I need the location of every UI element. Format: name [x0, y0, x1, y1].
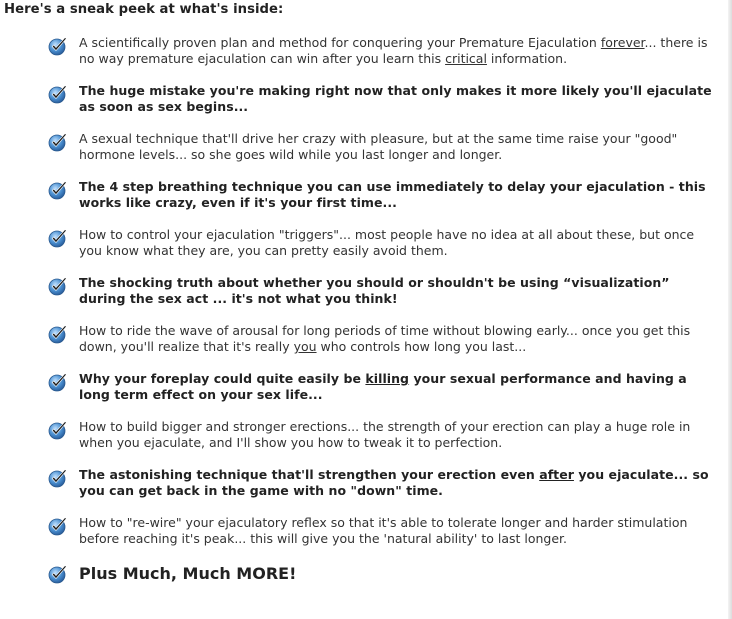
list-item-text: [79, 179, 716, 211]
list-item-text: [79, 371, 716, 403]
text-segment: How to build bigger and stronger erections... the strength of your erection can play a huge role in when you ejaculate, and I'll show you how to tweak it to perfection.: [79, 419, 691, 450]
checkmark-icon: [48, 420, 68, 440]
text-segment: How to ride the wave of arousal for long periods of time without blowing early... once you get this down, you'll realize that it's really: [79, 323, 691, 354]
text-segment: How to "re-wire" your ejaculatory reflex so that it's able to tolerate longer and harder stimulation before reaching it's peak... this will give you the 'natural ability' to last longer.: [79, 515, 688, 546]
list-item-text: [79, 419, 716, 451]
checkmark-icon: [48, 132, 68, 152]
list-item: [48, 419, 716, 451]
list-item-text: [79, 323, 716, 355]
checkmark-icon: [48, 84, 68, 104]
text-segment: How to control your ejaculation "triggers"... most people have no idea at all about these, but once you know what they are, you can pretty easily avoid them.: [79, 227, 695, 258]
list-item: [48, 467, 716, 499]
list-item-text: [79, 467, 716, 499]
list-item: [48, 563, 716, 585]
text-segment: ... there is no way premature ejaculation can win after you learn this: [79, 35, 708, 66]
checkmark-icon: [48, 180, 68, 200]
list-item: [48, 179, 716, 211]
emphasized-word: killing: [365, 371, 410, 386]
text-segment: The huge mistake you're making right now that only makes it more likely you'll ejaculate as soon as sex begins...: [79, 83, 712, 114]
text-segment: who controls how long you last...: [316, 339, 527, 354]
emphasized-word: forever: [600, 35, 645, 50]
checkmark-icon: [48, 516, 68, 536]
checkmark-icon: [48, 276, 68, 296]
text-segment: The astonishing technique that'll strengthen your erection even: [79, 467, 540, 482]
list-item-text: [79, 275, 716, 307]
list-item-text: [79, 83, 716, 115]
page-edge: [728, 0, 732, 619]
emphasized-word: after: [539, 467, 574, 482]
list-item-text: [79, 515, 716, 547]
list-item: [48, 323, 716, 355]
text-segment: The 4 step breathing technique you can use immediately to delay your ejaculation - this works like crazy, even if it's your first time...: [79, 179, 706, 210]
list-item: [48, 35, 716, 67]
list-item-text: [79, 35, 716, 67]
text-segment: Why your foreplay could quite easily be: [79, 371, 366, 386]
checkmark-icon: [48, 372, 68, 392]
checkmark-icon: [48, 36, 68, 56]
list-item: [48, 515, 716, 547]
list-item-text: [79, 227, 716, 259]
text-segment: your sexual performance and having a long term effect on your sex life...: [79, 371, 687, 402]
text-segment: A scientifically proven plan and method for conquering your Premature Ejaculation: [79, 35, 601, 50]
checkmark-icon: [48, 564, 68, 584]
list-item: [48, 131, 716, 163]
checkmark-icon: [48, 468, 68, 488]
list-item-text: [79, 131, 716, 163]
list-item: [48, 275, 716, 307]
checkmark-icon: [48, 324, 68, 344]
list-item-text: [79, 563, 296, 585]
text-segment: A sexual technique that'll drive her crazy with pleasure, but at the same time raise your "good" hormone levels... so she goes wild while you last longer and longer.: [79, 131, 678, 162]
emphasized-word: you: [293, 339, 317, 354]
list-item: [48, 371, 716, 403]
list-item: [48, 83, 716, 115]
text-segment: you ejaculate... so you can get back in the game with no "down" time.: [79, 467, 709, 498]
text-segment: information.: [486, 51, 568, 66]
text-segment: The shocking truth about whether you should or shouldn't be using “visualization” during the sex act ... it's not what you think!: [79, 275, 670, 306]
list-item: [48, 227, 716, 259]
text-segment: Plus Much, Much MORE!: [79, 564, 297, 583]
checkmark-icon: [48, 228, 68, 248]
emphasized-word: critical: [445, 51, 487, 66]
section-heading: Here's a sneak peek at what's inside:: [4, 2, 284, 17]
